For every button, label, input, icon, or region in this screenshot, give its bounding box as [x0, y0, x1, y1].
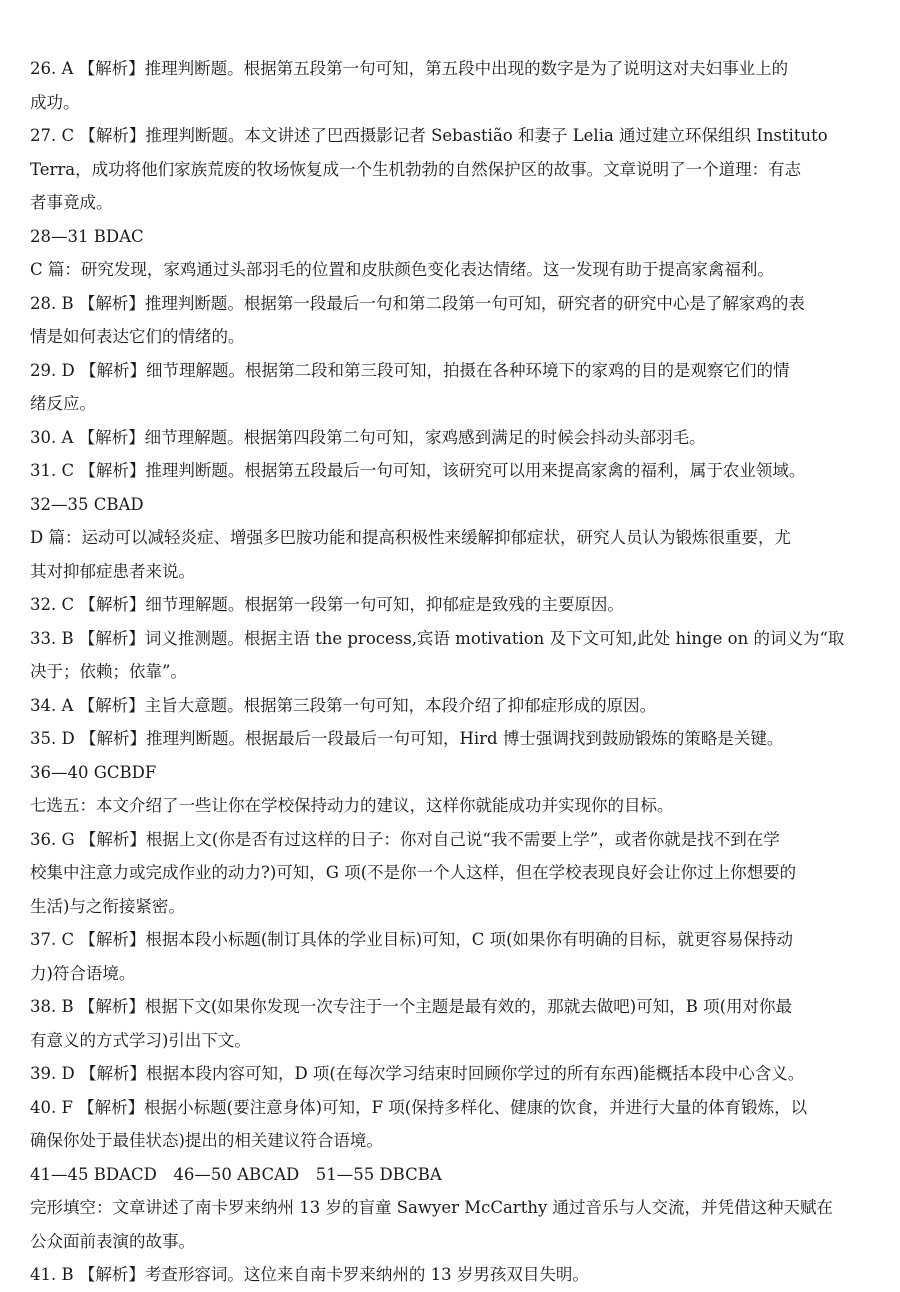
- text-line: 绪反应。: [30, 394, 96, 413]
- text-line: 34. A 【解析】主旨大意题。根据第三段第一句可知，本段介绍了抑郁症形成的原因。: [30, 695, 657, 715]
- text-line: 生活)与之衔接紧密。: [30, 896, 185, 916]
- section-answers: 28—31 BDAC: [30, 226, 144, 246]
- text-line: 35. D 【解析】推理判断题。根据最后一段最后一句可知，Hird 博士强调找到鼓励锻炼的策略是关键。: [30, 729, 784, 748]
- text-line: 31. C 【解析】推理判断题。根据第五段最后一句可知，该研究可以用来提高家禽的福利，属于农业领域。: [30, 461, 806, 480]
- text-line: 26. A 【解析】推理判断题。根据第五段第一句可知，第五段中出现的数字是为了说明这对夫妇事业上的: [30, 59, 789, 78]
- section-summary: D 篇：运动可以减轻炎症、增强多巴胺功能和提高积极性来缓解抑郁症状，研究人员认为锻炼很重要，尤: [30, 528, 791, 547]
- text-line: 者事竟成。: [30, 193, 113, 212]
- text-line: 29. D 【解析】细节理解题。根据第二段和第三段可知，拍摄在各种环境下的家鸡的目的是观察它们的情: [30, 360, 790, 380]
- text-line: 其对抑郁症患者来说。: [30, 561, 195, 581]
- text-line: 28. B 【解析】推理判断题。根据第一段最后一句和第二段第一句可知，研究者的研究中心是了解家鸡的表: [30, 293, 805, 313]
- text-line: 39. D 【解析】根据本段内容可知，D 项(在每次学习结束时回顾你学过的所有东西)能概括本段中心含义。: [30, 1064, 805, 1083]
- text-line: 41. B 【解析】考查形容词。这位来自南卡罗来纳州的 13 岁男孩双目失明。: [30, 1265, 589, 1284]
- text-line: 32. C 【解析】细节理解题。根据第一段第一句可知，抑郁症是致残的主要原因。: [30, 595, 624, 614]
- text-line: 力)符合语境。: [30, 963, 136, 983]
- section-answers: 36—40 GCBDF: [30, 762, 157, 782]
- text-line: 决于；依赖；依靠”。: [30, 662, 187, 681]
- text-line: 27. C 【解析】推理判断题。本文讲述了巴西摄影记者 Sebastião 和妻子 Lelia 通过建立环保组织 Instituto: [30, 126, 828, 145]
- text-line: 情是如何表达它们的情绪的。: [30, 327, 245, 346]
- text-line: Terra，成功将他们家族荒废的牧场恢复成一个生机勃勃的自然保护区的故事。文章说明了一个道理：有志: [30, 159, 802, 179]
- text-line: 36. G 【解析】根据上文(你是否有过这样的日子：你对自己说“我不需要上学”，或者你就是找不到在学: [30, 829, 780, 849]
- text-line: 33. B 【解析】词义推测题。根据主语 the process,宾语 motivation 及下文可知,此处 hinge on 的词义为“取: [30, 628, 845, 648]
- section-summary: 七选五：本文介绍了一些让你在学校保持动力的建议，这样你就能成功并实现你的目标。: [30, 796, 674, 815]
- text-line: 37. C 【解析】根据本段小标题(制订具体的学业目标)可知，C 项(如果你有明确的目标，就更容易保持动: [30, 930, 794, 949]
- text-line: 校集中注意力或完成作业的动力?)可知，G 项(不是你一个人这样，但在学校表现良好会让你过上你想要的: [30, 863, 797, 882]
- section-summary: 完形填空：文章讲述了南卡罗来纳州 13 岁的盲童 Sawyer McCarthy 通过音乐与人交流，并凭借这种天赋在: [30, 1198, 834, 1217]
- section-answers: 41—45 BDACD 46—50 ABCAD 51—55 DBCBA: [30, 1164, 442, 1184]
- section-summary: C 篇：研究发现，家鸡通过头部羽毛的位置和皮肤颜色变化表达情绪。这一发现有助于提高家禽福利。: [30, 260, 774, 279]
- text-line: 确保你处于最佳状态)提出的相关建议符合语境。: [30, 1131, 383, 1150]
- text-line: 有意义的方式学习)引出下文。: [30, 1030, 251, 1050]
- text-line: 成功。: [30, 92, 80, 112]
- text-line: 公众面前表演的故事。: [30, 1231, 195, 1251]
- text-line: 38. B 【解析】根据下文(如果你发现一次专注于一个主题是最有效的，那就去做吧)可知，B 项(用对你最: [30, 997, 793, 1016]
- text-line: 40. F 【解析】根据小标题(要注意身体)可知，F 项(保持多样化、健康的饮食，并进行大量的体育锻炼，以: [30, 1097, 808, 1117]
- section-answers: 32—35 CBAD: [30, 494, 144, 514]
- text-line: 30. A 【解析】细节理解题。根据第四段第二句可知，家鸡感到满足的时候会抖动头部羽毛。: [30, 427, 706, 447]
